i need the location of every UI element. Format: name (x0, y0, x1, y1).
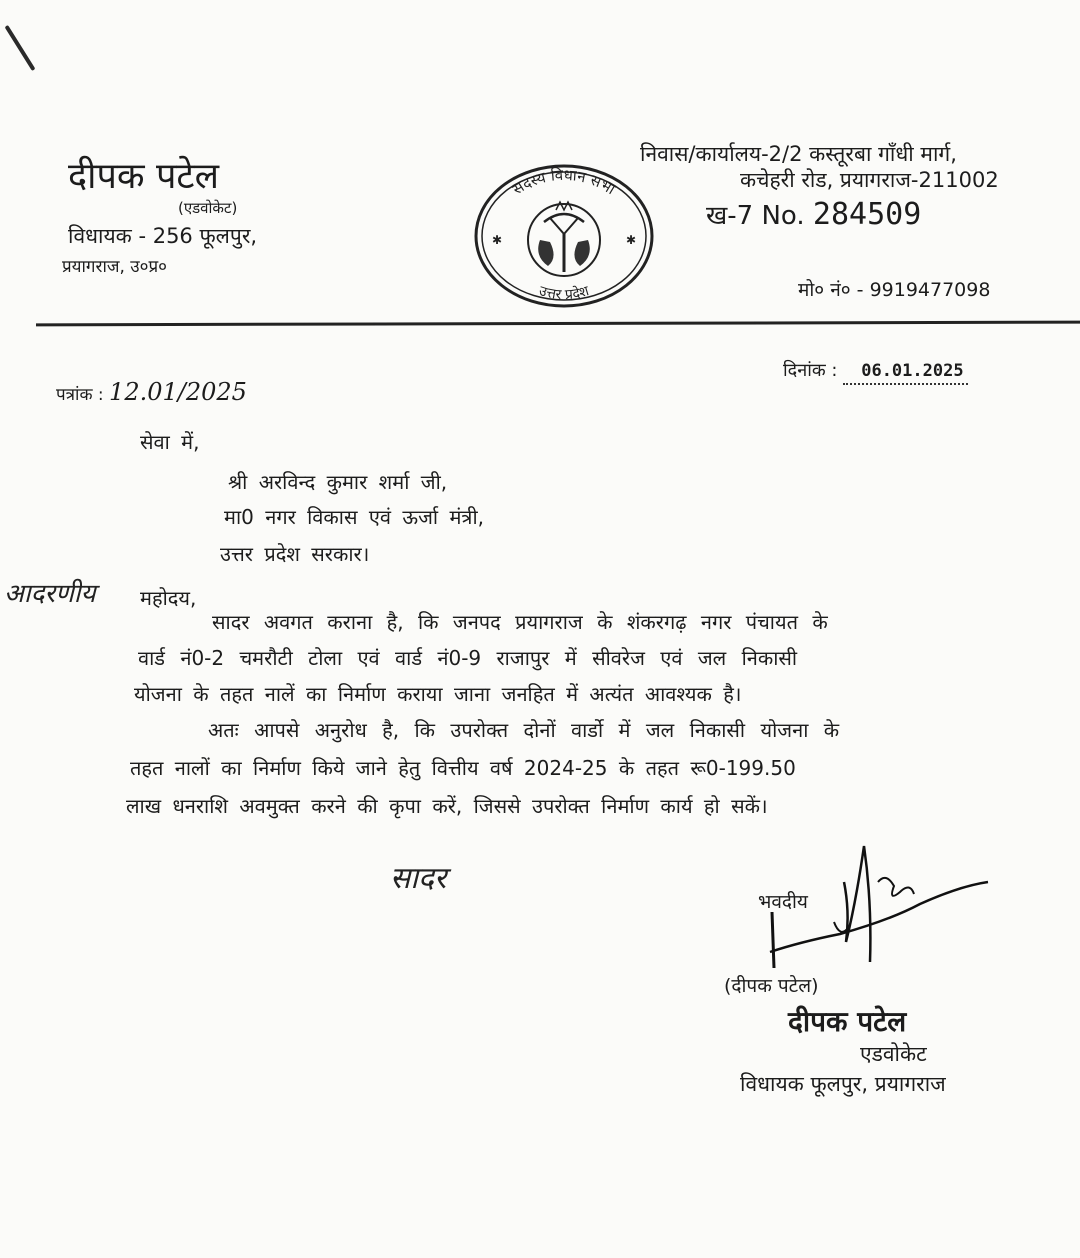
letterhead-name: दीपक पटेल (68, 156, 219, 197)
signature-scribble (760, 842, 1000, 992)
seal-star-icon: ✱ (626, 233, 637, 247)
recipient-name: श्री अरविन्द कुमार शर्मा जी, (228, 470, 448, 494)
body-p1-line2: वार्ड नं0-2 चमरौटी टोला एवं वार्ड नं0-9 राजापुर में सीवरेज एवं जल निकासी (138, 646, 798, 670)
letterhead-designation: विधायक - 256 फूलपुर, (68, 224, 258, 248)
letterhead-address-line2: कचेहरी रोड, प्रयागराज-211002 (740, 168, 999, 192)
letterhead-register (706, 196, 921, 232)
closing-name-paren: (दीपक पटेल) (724, 975, 819, 997)
patrank-label: पत्रांक : (56, 385, 104, 405)
stamp-designation: विधायक फूलपुर, प्रयागराज (740, 1072, 946, 1096)
register-prefix: ख-7 No. (706, 201, 805, 231)
letterhead-city: प्रयागराज, उ०प्र० (62, 257, 167, 277)
svg-text:उत्तर प्रदेश (537, 283, 591, 303)
closing-handwritten-sadar: सादर (390, 861, 447, 896)
body-p2-line2: तहत नालों का निर्माण किये जाने हेतु वित्तीय वर्ष 2024-25 के तहत रू0-199.50 (130, 756, 796, 780)
recipient-govt: उत्तर प्रदेश सरकार। (220, 542, 370, 566)
greeting-handwritten: आदरणीय (4, 579, 96, 609)
closing-bhavdiya: भवदीय (758, 891, 808, 913)
body-p2-line3: लाख धनराशि अवमुक्त करने की कृपा करें, जिससे उपरोक्त निर्माण कार्य हो सकें। (126, 794, 768, 818)
letter-date (783, 358, 968, 382)
corner-pen-mark (5, 25, 36, 71)
reference-number (56, 378, 247, 406)
letterhead-profession: (एडवोकेट) (178, 199, 238, 217)
greeting-printed: महोदय, (140, 586, 197, 610)
register-number: 284509 (812, 197, 922, 232)
recipient-post: मा0 नगर विकास एवं ऊर्जा मंत्री, (224, 505, 484, 529)
stamp-name: दीपक पटेल (788, 1005, 907, 1038)
dinank-label: दिनांक : (783, 360, 838, 381)
seal-top-text: सदस्य विधान सभा (509, 165, 619, 199)
patrank-value: 12.01/2025 (109, 378, 247, 406)
letterhead-address-line1: निवास/कार्यालय-2/2 कस्तूरबा गाँधी मार्ग, (640, 142, 957, 166)
state-emblem-icon (528, 202, 600, 276)
letterhead-mobile: मो० नं० - 9919477098 (798, 279, 991, 301)
recipient-to: सेवा में, (140, 430, 200, 454)
svg-text:सदस्य विधान सभा (509, 166, 619, 199)
stamp-profession: एडवोकेट (860, 1042, 927, 1066)
body-p1-line3: योजना के तहत नालें का निर्माण कराया जाना जनहित में अत्यंत आवश्यक है। (134, 682, 742, 706)
body-p1-line1: सादर अवगत कराना है, कि जनपद प्रयागराज के शंकरगढ़ नगर पंचायत के (212, 610, 828, 634)
vidhan-sabha-seal (470, 160, 658, 310)
seal-bottom-text: उत्तर प्रदेश (536, 283, 591, 304)
letterhead-divider (36, 321, 1080, 327)
seal-star-icon: ✱ (492, 233, 503, 247)
date-value: 06.01.2025 (843, 361, 967, 385)
body-p2-line1: अतः आपसे अनुरोध है, कि उपरोक्त दोनों वार्डो में जल निकासी योजना के (208, 718, 840, 742)
